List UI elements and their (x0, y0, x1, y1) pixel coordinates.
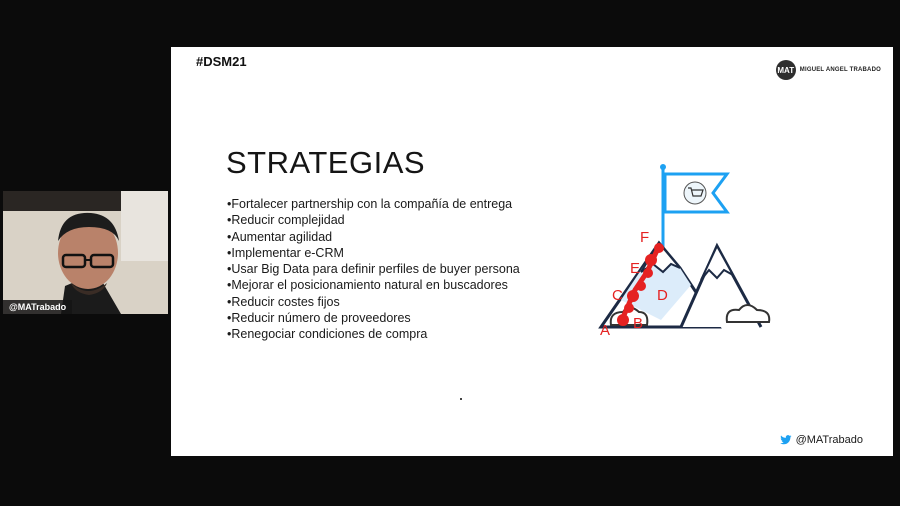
marker-f: F (640, 229, 650, 246)
strategy-list (227, 196, 520, 343)
marker-b: B (633, 315, 644, 332)
list-item: •Aumentar agilidad (227, 229, 333, 244)
slide-hashtag: #DSM21 (196, 54, 247, 69)
list-item: •Reducir complejidad (227, 213, 345, 228)
marker-c: C (612, 287, 623, 304)
list-item: •Renegociar condiciones de compra (227, 327, 428, 342)
shopping-cart-icon (684, 182, 706, 204)
mountain-flag-illustration (581, 160, 791, 350)
twitter-bird-icon (780, 435, 792, 445)
list-item: •Mejorar el posicionamiento natural en buscadores (227, 278, 508, 293)
list-item: •Usar Big Data para definir perfiles de buyer persona (227, 262, 520, 277)
presentation-slide (171, 47, 893, 456)
presenter-video (3, 191, 168, 314)
list-item: •Reducir número de proveedores (227, 311, 411, 326)
list-item: •Fortalecer partnership con la compañía de entrega (227, 197, 513, 211)
brand-logo: MAT (776, 60, 796, 80)
flag-pole-top (660, 164, 666, 170)
webcam-feed (3, 191, 168, 314)
slide-title: STRATEGIAS (226, 145, 426, 180)
marker-a: A (600, 322, 611, 339)
marker-e: E (630, 260, 641, 277)
brand-header (776, 60, 881, 80)
webcam-name-label: @MATrabado (3, 300, 72, 314)
brand-name: MIGUEL ANGEL TRABADO (799, 67, 881, 73)
list-item: •Reducir costes fijos (227, 294, 340, 309)
twitter-handle-text: @MATrabado (795, 434, 863, 446)
list-item: •Implementar e-CRM (227, 245, 344, 260)
marker-d: D (657, 287, 668, 304)
mouse-cursor (460, 398, 462, 400)
twitter-handle (780, 434, 863, 446)
